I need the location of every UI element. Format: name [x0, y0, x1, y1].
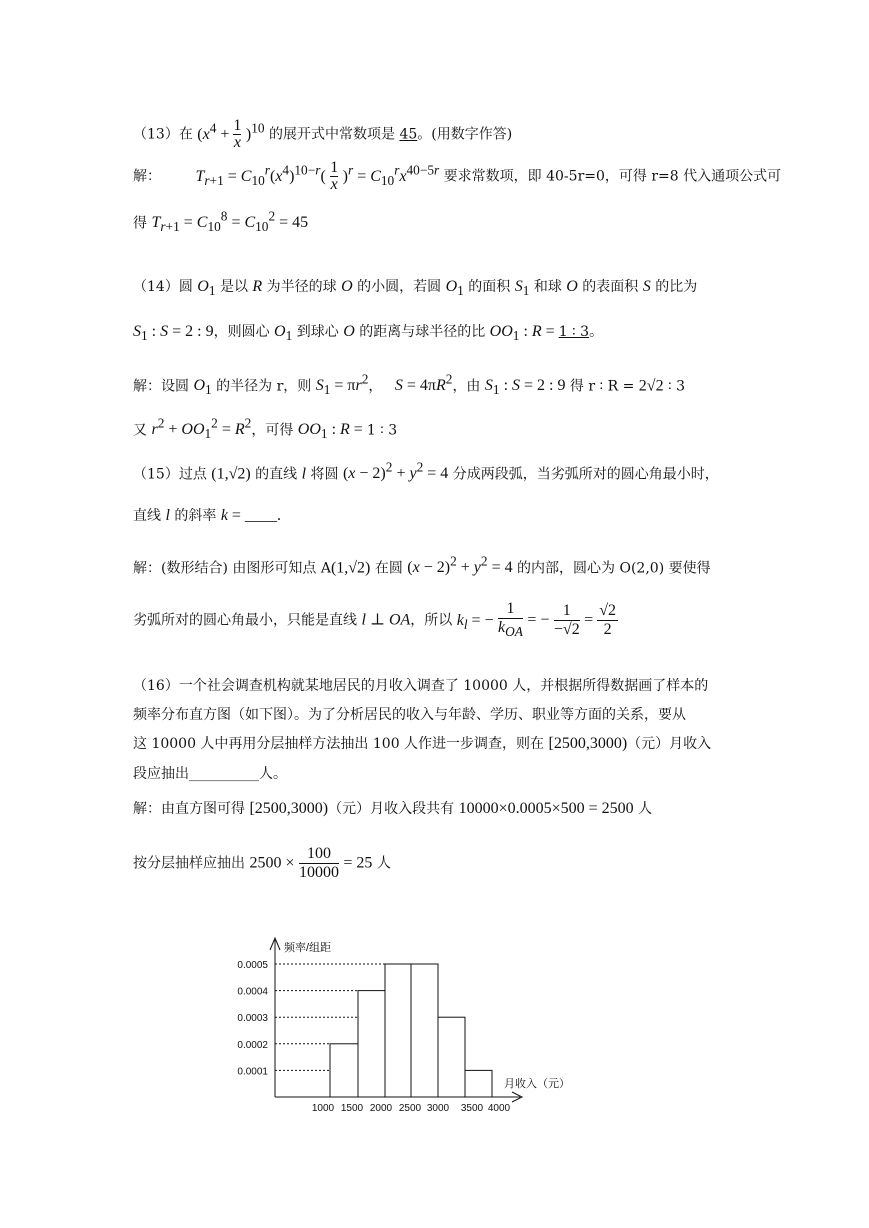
y-tick-label: 0.0002: [237, 1039, 268, 1051]
q16-question-line3: 这 10000 人中再用分层抽样方法抽出 100 人作进一步调查，则在 [2500,3000)（元）月收入: [133, 735, 712, 752]
y-tick-label: 0.0001: [237, 1066, 268, 1078]
q16-solution-line2: 按分层抽样应抽出 2500 × $\frac{100}{10000}$ = 25 人: [133, 845, 391, 881]
histogram-bar: [358, 991, 385, 1097]
q16-solution-line1: 解：由直方图可得 [2500,3000)（元）月收入段共有 10000×0.0005×500 = 2500 人: [133, 800, 653, 817]
q15-question-line1: （15）过点 (1,√2) 的直线 l 将圆 $(x - 2)^2 + y^2 = 4$ 分成两段弧，当劣弧所对的圆心角最小时，: [133, 460, 719, 483]
q13-solution-line1: 解： $T_{r+1} = C_{10}^r(x^4)^{10-r}$( $\frac{1}{x}$ )$^r = C_{10}^rx^{40-5r}$ 要求常数项，即 40-5r=0，可得 r=8 代入通项公式可: [133, 159, 782, 193]
q16-question-line2: 频率分布直方图（如下图）。为了分析居民的收入与年龄、学历、职业等方面的关系，要从: [133, 707, 686, 723]
x-tick-label: 1000: [311, 1103, 335, 1114]
q15-solution-line2: 劣弧所对的圆心角最小，只能是直线 l ⊥ OA，所以 $k_l$ = − 1 $k_{OA}$ = − $\frac{1}{-√2}$ = $\frac{√2}{2}$: [133, 600, 616, 640]
x-tick-label: 1500: [340, 1103, 364, 1114]
q16-question-line4: 段应抽出__________人。: [133, 766, 287, 782]
q15-solution-line1: 解：(数形结合) 由图形可知点 A(1,√2) 在圆 $(x - 2)^2 + y^2 = 4$ 的内部，圆心为 O(2,0) 要使得: [133, 554, 711, 577]
x-tick-label: 2500: [398, 1103, 422, 1114]
y-axis-label: 频率/组距: [284, 942, 332, 954]
q15-question-line2: 直线 l 的斜率 k = ____.: [133, 507, 281, 524]
q14-question-line2: $S_1$ : S = 2 : 9，则圆心 $O_1$ 到球心 O 的距离与球半径的比 $OO_1$ : R = 1 ∶ 3。: [133, 323, 604, 344]
q13-solution-line2: 得 $T_{r+1} = C_{10}^8 = C_{10}^2 = 45$: [133, 209, 309, 235]
histogram-bar: [411, 964, 438, 1097]
q14-solution-line2: 又 $r^2 + OO_1^2 = R^2$，可得 $OO_1$ : R = 1 ∶ 3: [133, 416, 398, 442]
y-tick-label: 0.0005: [237, 960, 268, 971]
x-tick-label: 3000: [426, 1103, 450, 1114]
q13-question: （13）在 ($x^4$ + $\frac{1}{x}$ )$^{10}$ 的展开式中常数项是 45。(用数字作答): [133, 117, 513, 151]
histogram-bar: [385, 964, 411, 1097]
x-tick-label: 3500: [460, 1103, 484, 1114]
q16-question-line1: （16）一个社会调查机构就某地居民的月收入调查了 10000 人，并根据所得数据画了样本的: [133, 678, 709, 694]
x-axis-label: 月收入（元）: [504, 1078, 570, 1090]
histogram-bar: [438, 1017, 465, 1097]
y-tick-label: 0.0004: [237, 986, 268, 998]
histogram-bar: [330, 1044, 358, 1097]
x-tick-label: 4000: [487, 1103, 511, 1114]
x-tick-label: 2000: [369, 1103, 393, 1114]
q14-solution-line1: 解：设圆 $O_1$ 的半径为 r，则 $S_1 = \pi r^2$， $S = 4\pi R^2$，由 $S_1$ : S = 2 : 9 得 r ∶ R = 2√2 ∶ 3: [133, 372, 686, 398]
q14-question-line1: （14）圆 $O_1$ 是以 R 为半径的球 O 的小圆，若圆 $O_1$ 的面积 $S_1$ 和球 O 的表面积 S 的比为: [133, 278, 698, 299]
y-tick-label: 0.0003: [237, 1013, 268, 1025]
histogram-bar: [465, 1070, 492, 1097]
